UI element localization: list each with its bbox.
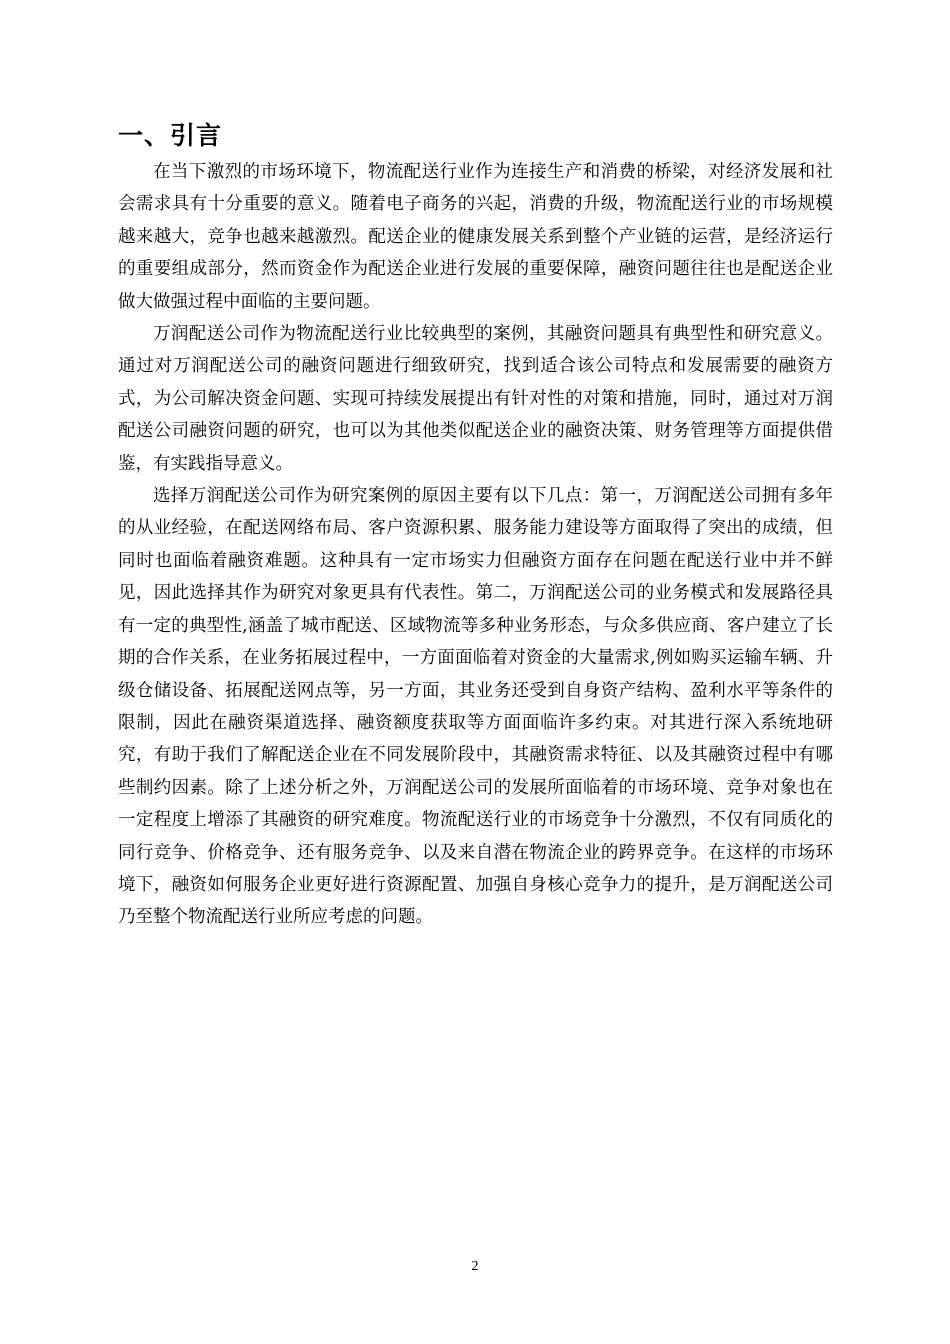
paragraph-3: 选择万润配送公司作为研究案例的原因主要有以下几点：第一，万润配送公司拥有多年的从业经验，在配送网络布局、客户资源积累、服务能力建设等方面取得了突出的成绩，但同时也面临着融资难题。这种具有一定市场实力但融资方面存在问题在配送行业中并不鲜见，因此选择其作为研究对象更具有代表性。第二，万润配送公司的业务模式和发展路径具有一定的典型性,涵盖了城市配送、区域物流等多种业务形态，与众多供应商、客户建立了长期的合作关系，在业务拓展过程中，一方面面临着对资金的大量需求,例如购买运输车辆、升级仓储设备、拓展配送网点等，另一方面，其业务还受到自身资产结构、盈利水平等条件的限制，因此在融资渠道选择、融资额度获取等方面面临许多约束。对其进行深入系统地研究，有助于我们了解配送企业在不同发展阶段中，其融资需求特征、以及其融资过程中有哪些制约因素。除了上述分析之外，万润配送公司的发展所面临着的市场环境、竞争对象也在一定程度上增添了其融资的研究难度。物流配送行业的市场竞争十分激烈，不仅有同质化的同行竞争、价格竞争、还有服务竞争、以及来自潜在物流企业的跨界竞争。在这样的市场环境下，融资如何服务企业更好进行资源配置、加强自身核心竞争力的提升，是万润配送公司乃至整个物流配送行业所应考虑的问题。	[118, 486, 833, 928]
body-text	[118, 156, 833, 934]
section-heading: 一、引言	[118, 121, 223, 150]
paragraph-2: 万润配送公司作为物流配送行业比较典型的案例，其融资问题具有典型性和研究意义。通过对万润配送公司的融资问题进行细致研究，找到适合该公司特点和发展需要的融资方式，为公司解决资金问题、实现可持续发展提出有针对性的对策和措施，同时，通过对万润配送公司融资问题的研究，也可以为其他类似配送企业的融资决策、财务管理等方面提供借鉴，有实践指导意义。	[118, 324, 833, 474]
page-number: 2	[471, 1259, 479, 1274]
paragraph-1: 在当下激烈的市场环境下，物流配送行业作为连接生产和消费的桥梁，对经济发展和社会需求具有十分重要的意义。随着电子商务的兴起，消费的升级，物流配送行业的市场规模越来越大，竞争也越来越激烈。配送企业的健康发展关系到整个产业链的运营，是经济运行的重要组成部分，然而资金作为配送企业进行发展的重要保障，融资问题往往也是配送企业做大做强过程中面临的主要问题。	[118, 162, 833, 312]
